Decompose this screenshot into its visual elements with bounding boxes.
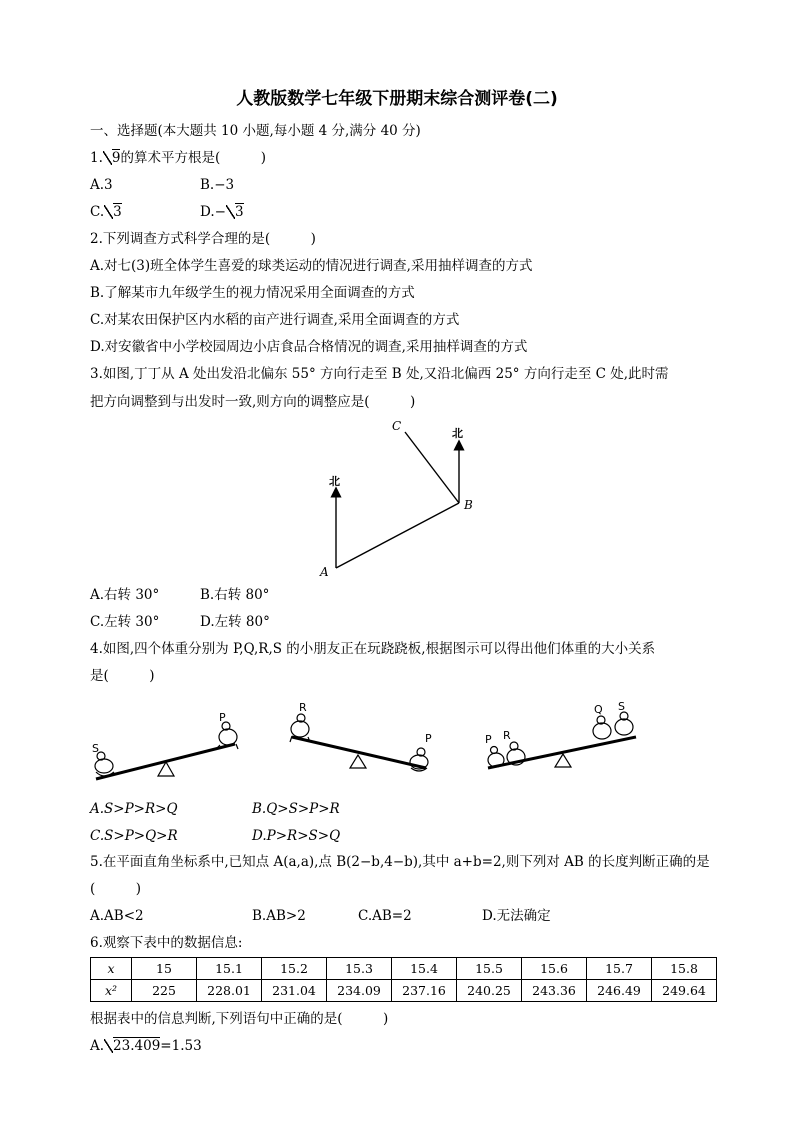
table-cell: 240.25	[457, 980, 522, 1002]
question-5-stem-line2: ( )	[90, 881, 142, 897]
fig2-label-r: R	[299, 701, 307, 714]
table-row	[91, 958, 717, 980]
fig2-label-p: P	[425, 732, 432, 745]
q5-option-c: C.AB=2	[358, 908, 412, 924]
q4-option-b: B.Q>S>P>R	[252, 801, 340, 817]
table-cell: 15.8	[652, 958, 717, 980]
table-cell: 249.64	[652, 980, 717, 1002]
data-table	[90, 957, 717, 1002]
question-3-stem-line2: 把方向调整到与出发时一致,则方向的调整应是( )	[90, 394, 416, 410]
q1-option-c-radicand: 3	[113, 204, 122, 220]
label-north-a: 北	[329, 475, 340, 488]
sqrt-symbol	[104, 1037, 160, 1055]
table-cell: 15.2	[262, 958, 327, 980]
fig3-label-r: R	[503, 729, 511, 742]
q4-option-a: A.S>P>R>Q	[90, 801, 178, 817]
q1-option-a: A.3	[90, 177, 113, 193]
table-cell: 15.3	[327, 958, 392, 980]
table-cell: 15.1	[197, 958, 262, 980]
section-heading: 一、选择题(本大题共 10 小题,每小题 4 分,满分 40 分)	[90, 123, 421, 139]
q2-option-a: A.对七(3)班全体学生喜爱的球类运动的情况进行调查,采用抽样调查的方式	[90, 258, 533, 274]
table-head-x-squared: x²	[91, 980, 132, 1002]
seesaw-2	[290, 714, 428, 771]
table-cell: 15.6	[522, 958, 587, 980]
table-cell: 15.7	[587, 958, 652, 980]
q1-option-d-radicand: 3	[234, 204, 244, 220]
fig1-label-p: P	[219, 711, 226, 724]
table-row	[91, 980, 717, 1002]
q3-option-a: A.右转 30°	[90, 587, 160, 603]
question-3-stem-line1: 3.如图,丁丁从 A 处出发沿北偏东 55° 方向行走至 B 处,又沿北偏西 25° 方向行走至 C 处,此时需	[90, 366, 669, 382]
table-cell: 228.01	[197, 980, 262, 1002]
table-cell: 243.36	[522, 980, 587, 1002]
label-point-a: A	[320, 565, 329, 579]
q1-option-c-prefix: C.	[90, 204, 105, 220]
q6-option-a-rest: =1.53	[160, 1038, 202, 1054]
q6-option-a-prefix: A.	[90, 1038, 105, 1054]
fig3-label-q: Q	[594, 703, 603, 716]
q5-option-b: B.AB>2	[252, 908, 306, 924]
label-point-c: C	[392, 419, 402, 433]
q3-option-d: D.左转 80°	[200, 614, 270, 630]
fig3-label-p: P	[485, 733, 492, 746]
q1-option-b: B.−3	[200, 177, 235, 193]
q5-option-d: D.无法确定	[482, 908, 551, 924]
q3-option-c: C.左转 30°	[90, 614, 160, 630]
fig3-label-s: S	[618, 700, 625, 713]
q1-radicand: 9	[111, 150, 121, 166]
question-4-stem-line1: 4.如图,四个体重分别为 P,Q,R,S 的小朋友正在玩跷跷板,根据图示可以得出他们体重的大小关系	[90, 641, 656, 657]
q2-option-b: B.了解某市九年级学生的视力情况采用全面调查的方式	[90, 285, 415, 301]
table-cell: 231.04	[262, 980, 327, 1002]
page-title: 人教版数学七年级下册期末综合测评卷(二)	[236, 89, 558, 109]
label-north-b: 北	[452, 427, 463, 440]
table-cell: 225	[132, 980, 197, 1002]
q1-stem-rest: 的算术平方根是( )	[120, 150, 267, 166]
q1-option-d-prefix: D.−	[200, 204, 226, 220]
label-point-b: B	[464, 498, 473, 512]
q4-option-c: C.S>P>Q>R	[90, 828, 178, 844]
q1-number: 1.	[90, 150, 103, 166]
question-6-stem: 6.观察下表中的数据信息:	[90, 935, 243, 951]
table-cell: 15.4	[392, 958, 457, 980]
table-cell: 234.09	[327, 980, 392, 1002]
fig1-label-s: S	[92, 742, 99, 755]
question-5-stem-line1: 5.在平面直角坐标系中,已知点 A(a,a),点 B(2−b,4−b),其中 a+b=2,则下列对 AB 的长度判断正确的是	[90, 854, 710, 870]
table-head-x: x	[91, 958, 132, 980]
q5-option-a: A.AB<2	[90, 908, 144, 924]
question-4-stem-line2: 是( )	[90, 668, 155, 684]
table-cell: 237.16	[392, 980, 457, 1002]
q2-option-d: D.对安徽省中小学校园周边小店食品合格情况的调查,采用抽样调查的方式	[90, 339, 528, 355]
q4-option-d: D.P>R>S>Q	[252, 828, 341, 844]
q6-option-a-radicand: 23.409	[113, 1038, 161, 1054]
question-2-stem: 2.下列调查方式科学合理的是( )	[90, 231, 316, 247]
q6-option-a	[90, 1037, 202, 1055]
table-cell: 246.49	[587, 980, 652, 1002]
q3-option-b: B.右转 80°	[200, 587, 270, 603]
table-cell: 15.5	[457, 958, 522, 980]
question-6-prompt: 根据表中的信息判断,下列语句中正确的是( )	[90, 1011, 389, 1027]
table-cell: 15	[132, 958, 197, 980]
seesaw-1	[95, 722, 238, 779]
q2-option-c: C.对某农田保护区内水稻的亩产进行调查,采用全面调查的方式	[90, 312, 460, 328]
